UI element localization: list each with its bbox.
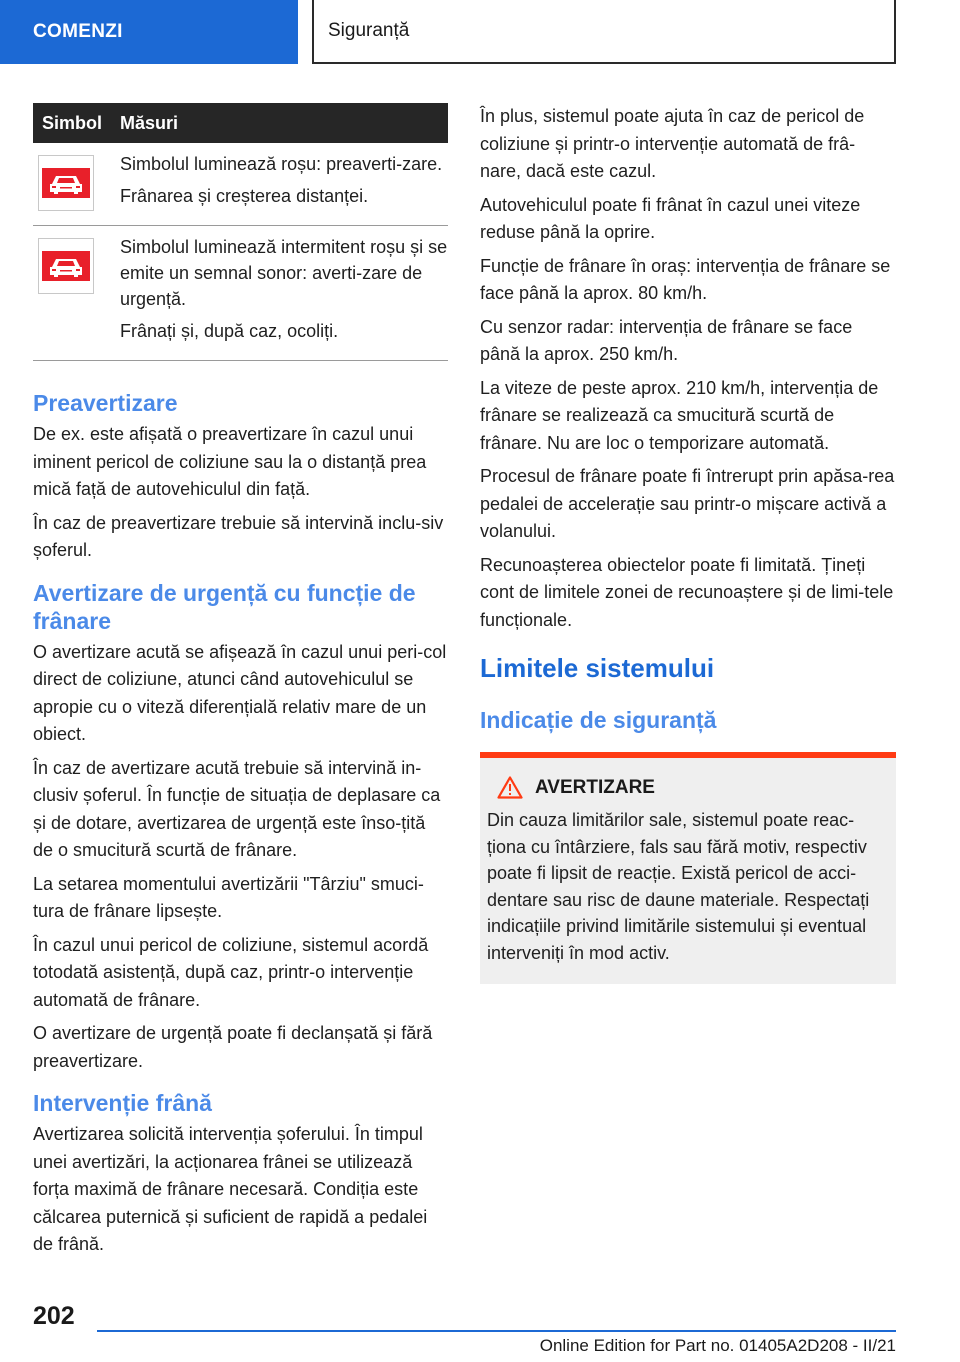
- right-p1: În plus, sistemul poate ajuta în caz de pericol de coliziune și printr-o intervenție automată de frâ-nare, dacă este cazul.: [480, 106, 865, 181]
- system-limits-heading: Limitele sistemului: [480, 653, 715, 683]
- row2-line1: Simbolul luminează intermitent roșu și se emite un semnal sonor: averti-zare de urgență.: [120, 237, 448, 309]
- urgent-p4: În cazul unui pericol de coliziune, sistemul acordă totodată asistență, după caz, printr-o intervenție automată de frânare.: [33, 934, 429, 1010]
- edition-text: Online Edition for Part no. 01405A2D208 - II/21: [539, 1336, 896, 1355]
- table-row: [33, 143, 448, 226]
- brake-p1: Avertizarea solicită intervenția șoferului. În timpul unei avertizări, la acționarea frânei se utilizează forța maximă de frânare necesară. Condiția este călcarea puternică și suficient de rapidă a pedalei de frână.: [33, 1124, 428, 1254]
- urgent-p2: În caz de avertizare acută trebuie să intervină in-clusiv șoferul. În funcție de situația de deplasare ca și de dotare, avertizarea de urgență este înso-țită de o smucitură scurtă de frânare.: [33, 757, 441, 860]
- preavertizare-heading: Preavertizare: [33, 390, 178, 416]
- right-p6: Procesul de frânare poate fi întrerupt prin apăsa-rea pedalei de accelerație sau printr-o mișcare activă a volanului.: [480, 466, 895, 541]
- urgent-p3: La setarea momentului avertizării "Târziu" smuci-tura de frânare lipsește.: [33, 873, 424, 921]
- car-collision-red-icon: [38, 155, 94, 211]
- table-header: [33, 103, 448, 143]
- symbol-table: [33, 103, 448, 361]
- table-row: [33, 226, 448, 361]
- col-measures-header: Măsuri: [120, 112, 179, 133]
- warning-text: Din cauza limitărilor sale, sistemul poate reac-ționa cu întârziere, fals sau fără motiv, respectiv poate fi lipsit de reacție. Există pericol de acci-dentare sau risc de daune materiale. Respectați indicațiile privind limitările sistemului și eventual interveniți în mod activ.: [487, 810, 870, 963]
- row2-line2: Frânați și, după caz, ocoliți.: [120, 321, 339, 341]
- topic-tab: Siguranță: [312, 0, 896, 64]
- right-p5: La viteze de peste aprox. 210 km/h, intervenția de frânare se realizează ca smucitură scurtă de frânare. Nu are loc o temporizare automată.: [480, 377, 879, 453]
- urgent-p1: O avertizare acută se afișează în cazul unui peri-col direct de coliziune, atunci când autovehiculul se apropie cu o viteză diferențială relativ mare de un obiect.: [33, 641, 447, 744]
- preavertizare-p2: În caz de preavertizare trebuie să intervină inclu-siv șoferul.: [33, 512, 444, 560]
- right-p3: Funcție de frânare în oraș: intervenția de frânare se face până la aprox. 80 km/h.: [480, 255, 891, 303]
- row1-line2: Frânarea și creșterea distanței.: [120, 186, 369, 206]
- left-column: [33, 103, 448, 1265]
- section-tab: COMENZI: [0, 0, 298, 64]
- preavertizare-p1: De ex. este afișată o preavertizare în cazul unui iminent pericol de coliziune sau la o distanță prea mică față de autovehiculul din față.: [33, 424, 427, 499]
- right-p7: Recunoașterea obiectelor poate fi limitată. Țineți cont de limitele zonei de recunoaștere și de limi-tele funcționale.: [480, 554, 894, 630]
- urgent-p5: O avertizare de urgență poate fi declanșată și fără preavertizare.: [33, 1023, 433, 1071]
- warning-title: [487, 776, 888, 799]
- page-number: 202: [33, 1302, 75, 1330]
- warning-triangle-icon: [497, 776, 523, 799]
- right-p2: Autovehiculul poate fi frânat în cazul unei viteze reduse până la oprire.: [480, 194, 861, 242]
- right-p4: Cu senzor radar: intervenția de frânare se face până la aprox. 250 km/h.: [480, 316, 853, 364]
- col-symbol-header: Simbol: [42, 112, 103, 133]
- car-collision-red-flashing-icon: [38, 238, 94, 294]
- right-column: [480, 103, 896, 984]
- safety-note-heading: Indicație de siguranță: [480, 707, 717, 733]
- warning-title-text: AVERTIZARE: [535, 776, 655, 798]
- warning-box: [480, 752, 896, 984]
- brake-intervention-heading: Intervenție frână: [33, 1090, 212, 1116]
- urgent-warning-heading: Avertizare de urgență cu funcție de frânare: [33, 579, 416, 634]
- row1-line1: Simbolul luminează roșu: preaverti-zare.: [120, 154, 443, 174]
- footer-divider: [97, 1330, 896, 1332]
